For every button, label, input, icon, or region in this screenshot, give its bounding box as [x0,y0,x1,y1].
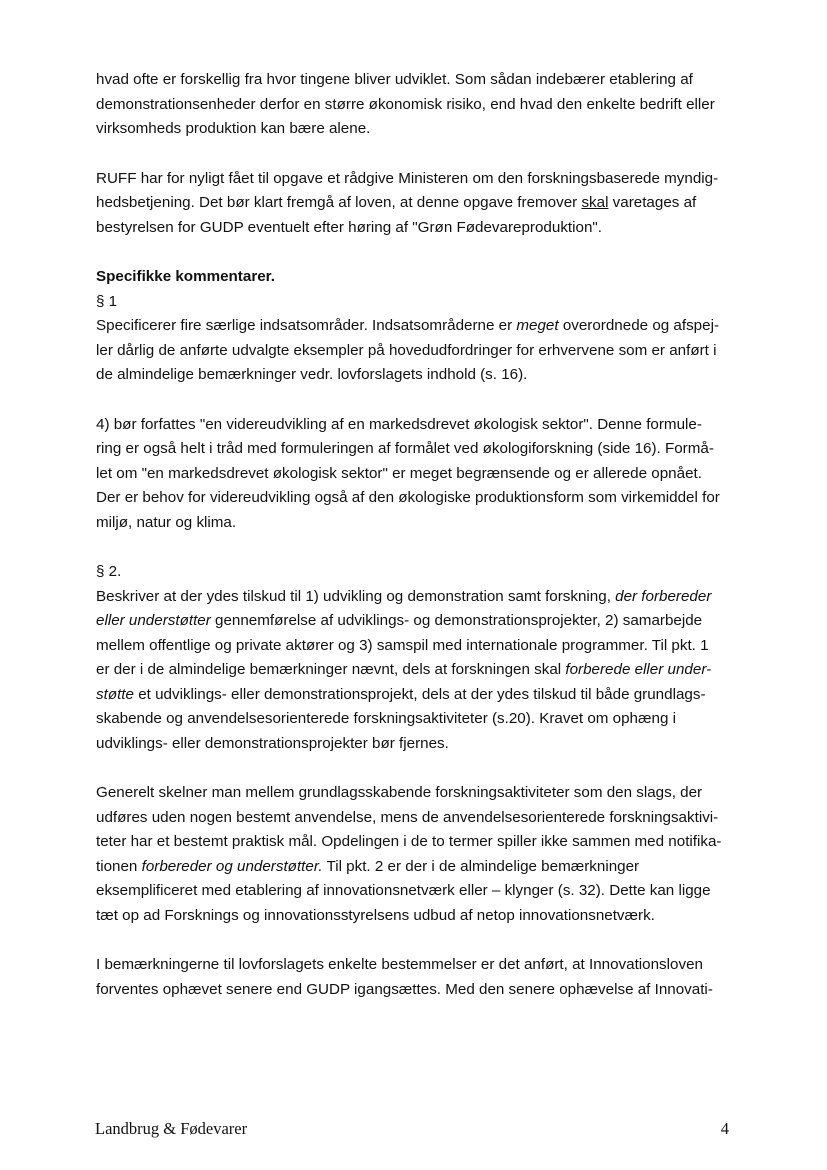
text-line [96,191,736,216]
text-line: udføres uden nogen bestemt anvendelse, mens de anvendelsesorienterede forskningsaktivi- [96,808,719,826]
text-line: let om "en markedsdrevet økologisk sektor" er meget begrænsende og er allerede opnået. [96,464,702,482]
text-run: Til pkt. 2 er der i de almindelige bemærkninger [322,857,640,875]
text-line: bestyrelsen for GUDP eventuelt efter høring af "Grøn Fødevareproduktion". [96,218,603,236]
text-line: tæt op ad Forsknings og innovationsstyrelsens udbud af netop innovationsnetværk. [96,906,655,924]
text-line: skabende og anvendelsesorienterede forskningsaktiviteter (s.20). Kravet om ophæng i [96,710,676,727]
text-line [96,585,736,610]
italic-text: støtte [96,685,134,703]
section-heading: Specifikke kommentarer. [96,268,275,285]
text-run: er der i de almindelige bemærkninger nævnt, dels at forskningen skal [96,661,566,678]
text-line: teter har et bestemt praktisk mål. Opdelingen i de to termer spiller ikke sammen med notifika- [96,833,722,850]
text-line: hvad ofte er forskellig fra hvor tingene bliver udviklet. Som sådan indebærer etablering af [96,71,693,88]
text-line: virksomheds produktion kan bære alene. [96,120,371,137]
italic-text: meget [516,317,559,334]
text-line: de almindelige bemærkninger vedr. lovforslagets indhold (s. 16). [96,366,528,383]
text-line [96,658,736,683]
text-line: RUFF har for nyligt fået til opgave et rådgive Ministeren om den forskningsbaserede myndig- [96,169,719,187]
text-line: Der er behov for videreudvikling også af den økologiske produktionsform som virkemiddel for [96,489,720,506]
text-run: Specificerer fire særlige indsatsområder. Indsatsområderne er [96,317,517,334]
text-line: ler dårlig de anførte udvalgte eksempler på hovedudfordringer for erhvervene som er anført i [96,341,717,359]
text-line: eksemplificeret med etablering af innovationsnetværk eller – klynger (s. 32). Dette kan ligge [96,882,711,899]
text-line [96,855,736,880]
paragraph-ruff [96,167,736,241]
text-line [96,683,736,708]
underlined-text: skal [581,194,609,211]
text-run: et udviklings- eller demonstrationsprojekt, dels at der ydes tilskud til både grundlags- [133,685,706,703]
text-line [96,314,736,339]
section-2 [96,560,736,756]
footer-organization: Landbrug & Fødevarer [95,1119,248,1138]
text-run: varetages af [608,194,697,211]
text-line: mellem offentlige og private aktører og 3) samspil med internationale programmer. Til pkt. 1 [96,636,709,654]
paragraph-item-4 [96,413,736,536]
paragraph-innovation-law [96,953,736,1002]
text-line [96,609,736,634]
page-number: 4 [720,1119,729,1138]
text-run: gennemførelse af udviklings- og demonstrationsprojekter, 2) samarbejde [210,612,703,629]
text-line: I bemærkningerne til lovforslagets enkelte bestemmelser er det anført, at Innovationsloven [96,956,703,973]
italic-text: forbereder og understøtter. [141,857,323,875]
text-line: 4) bør forfattes "en videreudvikling af en markedsdrevet økologisk sektor". Denne formule- [96,415,702,433]
paragraph-demonstration-risk [96,68,736,142]
text-line: ring er også helt i tråd med formuleringen af formålet ved økologiforskning (side 16). Formå- [96,440,714,457]
text-line: udviklings- eller demonstrationsprojekter bør fjernes. [96,734,449,752]
text-run: hedsbetjening. Det bør klart fremgå af loven, at denne opgave fremover [96,194,582,211]
text-line: miljø, natur og klima. [96,513,237,531]
document-body [96,68,736,1027]
italic-text: der forbereder [615,587,712,605]
paragraph-section-1 [96,314,736,388]
text-line: Generelt skelner man mellem grundlagsskabende forskningsaktiviteter som den slags, der [96,784,703,801]
italic-text: eller understøtter [96,612,211,629]
text-line: demonstrationsenheder derfor en større økonomisk risiko, end hvad den enkelte bedrift eller [96,95,715,113]
specific-comments-section [96,265,736,388]
italic-text: forberede eller under- [565,661,712,678]
text-line: forventes ophævet senere end GUDP igangsættes. Med den senere ophævelse af Innovati- [96,980,713,998]
text-run: Beskriver at der ydes tilskud til 1) udvikling og demonstration samt forskning, [96,587,616,605]
text-run: tionen [96,857,142,875]
text-run: overordnede og afspej- [558,317,720,334]
paragraph-research-distinction [96,781,736,928]
section-number-1: § 1 [96,292,118,310]
section-number-2: § 2. [96,563,122,580]
paragraph-section-2 [96,585,736,757]
